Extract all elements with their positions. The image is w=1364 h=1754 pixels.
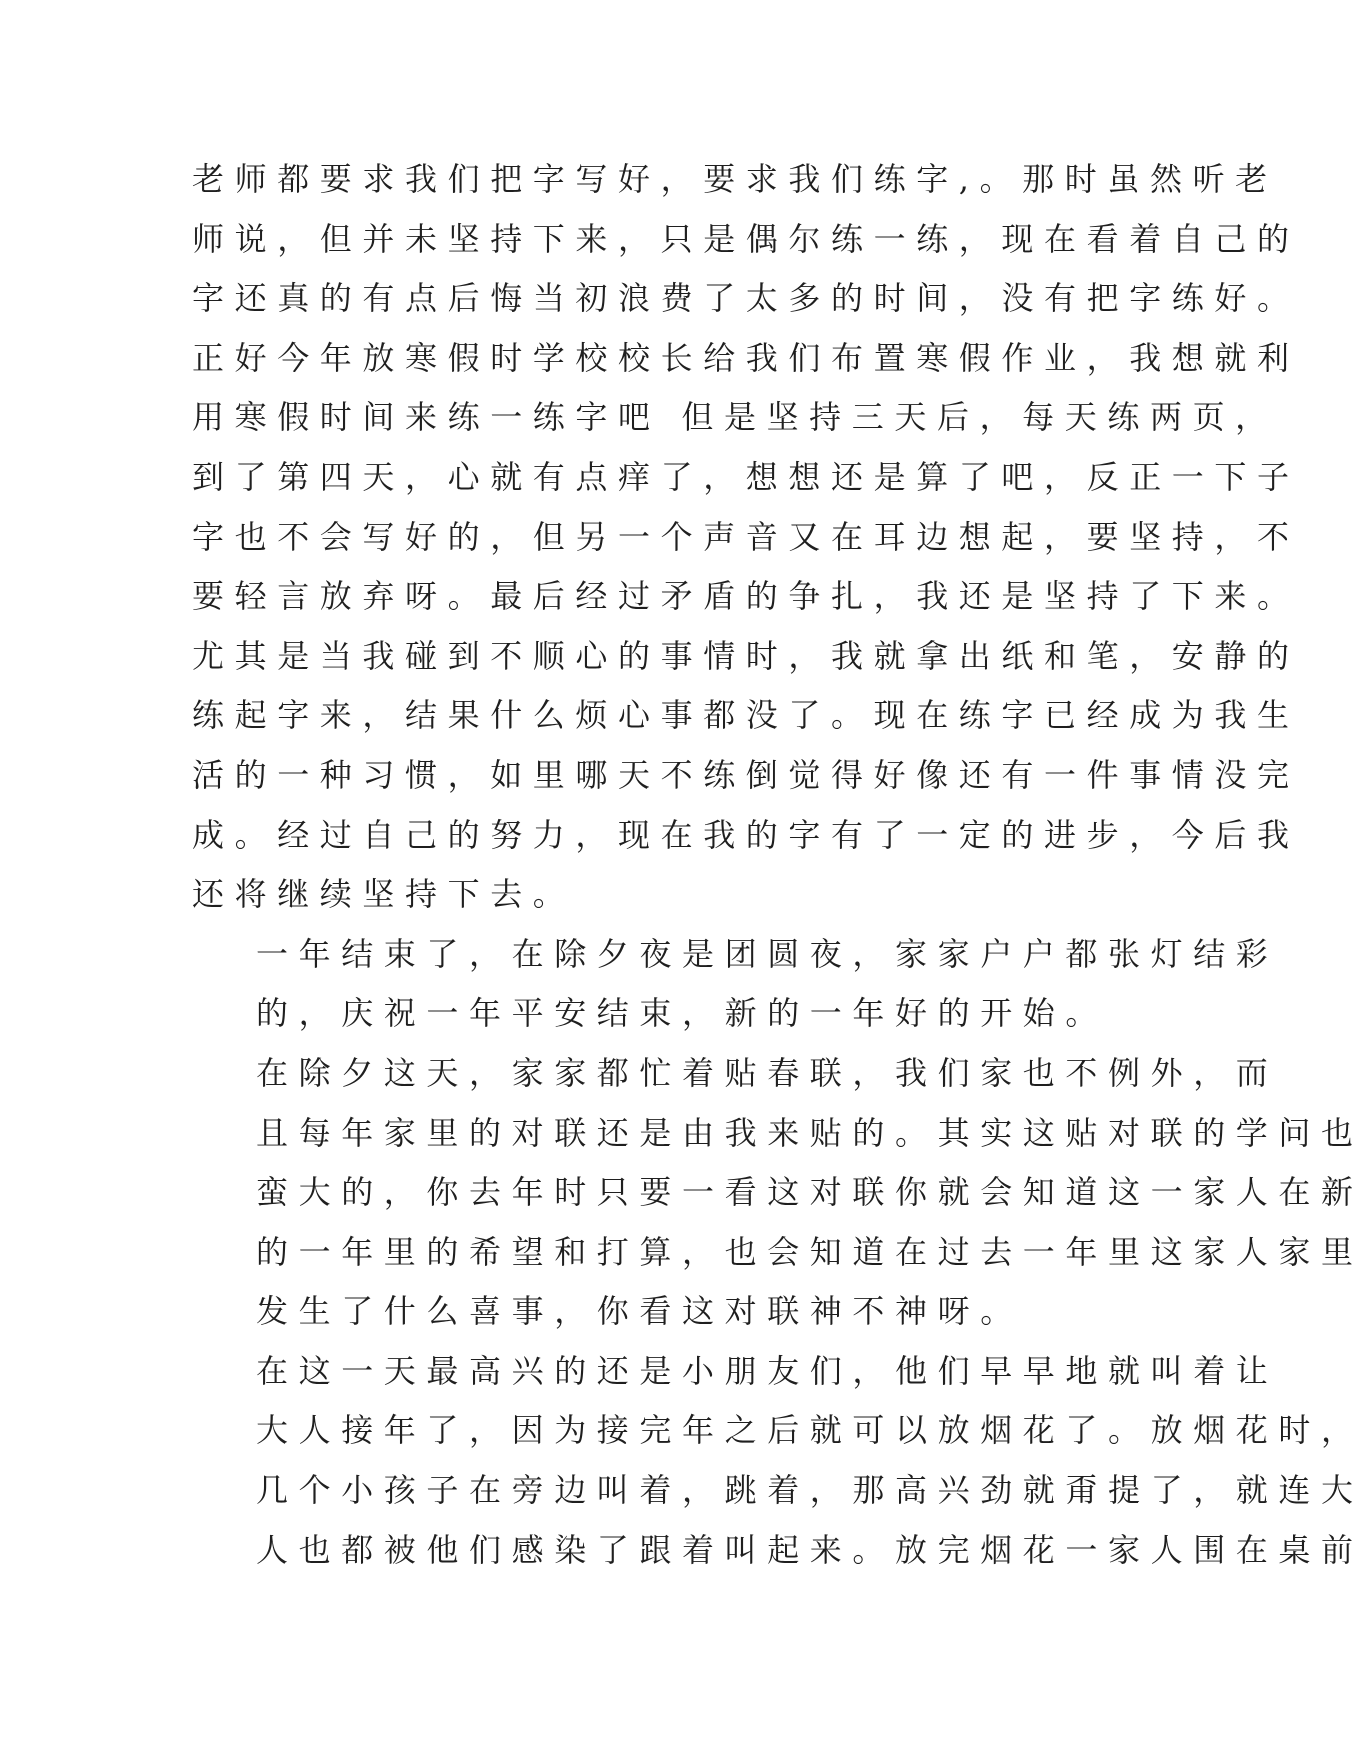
text-line: 师说，但并未坚持下来，只是偶尔练一练，现在看着自己的 <box>192 219 1300 258</box>
document-body <box>192 150 1364 1580</box>
text-line: 人也都被他们感染了跟着叫起来。放完烟花一家人围在桌前 <box>256 1530 1364 1569</box>
text-line: 在这一天最高兴的还是小朋友们，他们早早地就叫着让 <box>256 1351 1279 1390</box>
paragraph-3 <box>192 1044 1364 1342</box>
text-line: 还将继续坚持下去。 <box>192 875 576 914</box>
text-line: 且每年家里的对联还是由我来贴的。其实这贴对联的学问也 <box>256 1113 1364 1152</box>
text-line: 字还真的有点后悔当初浪费了太多的时间，没有把字练好。 <box>192 279 1300 318</box>
text-line: 在除夕这天，家家都忙着贴春联，我们家也不例外，而 <box>256 1053 1279 1092</box>
text-line: 要轻言放弃呀。最后经过矛盾的争扎，我还是坚持了下来。 <box>192 577 1300 616</box>
text-line: 发生了什么喜事，你看这对联神不神呀。 <box>256 1292 1023 1331</box>
text-line: 几个小孩子在旁边叫着，跳着，那高兴劲就甭提了，就连大 <box>256 1471 1364 1510</box>
text-line: 到了第四天，心就有点痒了，想想还是算了吧，反正一下子 <box>192 457 1300 496</box>
paragraph-2 <box>192 925 1279 1044</box>
text-line: 的，庆祝一年平安结束，新的一年好的开始。 <box>256 994 1109 1033</box>
text-line: 用寒假时间来练一练字吧 但是坚持三天后，每天练两页， <box>192 398 1278 437</box>
text-line: 正好今年放寒假时学校校长给我们布置寒假作业，我想就利 <box>192 338 1300 377</box>
paragraph-1 <box>192 150 1300 925</box>
paragraph-4 <box>192 1342 1364 1580</box>
text-line: 蛮大的，你去年时只要一看这对联你就会知道这一家人在新 <box>256 1173 1364 1212</box>
text-line: 尤其是当我碰到不顺心的事情时，我就拿出纸和笔，安静的 <box>192 636 1300 675</box>
text-line: 练起字来，结果什么烦心事都没了。现在练字已经成为我生 <box>192 696 1300 735</box>
text-line: 活的一种习惯，如里哪天不练倒觉得好像还有一件事情没完 <box>192 755 1300 794</box>
text-line: 字也不会写好的，但另一个声音又在耳边想起，要坚持，不 <box>192 517 1300 556</box>
text-line: 一年结束了，在除夕夜是团圆夜，家家户户都张灯结彩 <box>256 934 1279 973</box>
text-line: 的一年里的希望和打算，也会知道在过去一年里这家人家里 <box>256 1232 1364 1271</box>
text-line: 成。经过自己的努力，现在我的字有了一定的进步，今后我 <box>192 815 1300 854</box>
text-line: 老师都要求我们把字写好，要求我们练字,。那时虽然听老 <box>192 160 1278 198</box>
text-line: 大人接年了，因为接完年之后就可以放烟花了。放烟花时， <box>256 1411 1364 1450</box>
